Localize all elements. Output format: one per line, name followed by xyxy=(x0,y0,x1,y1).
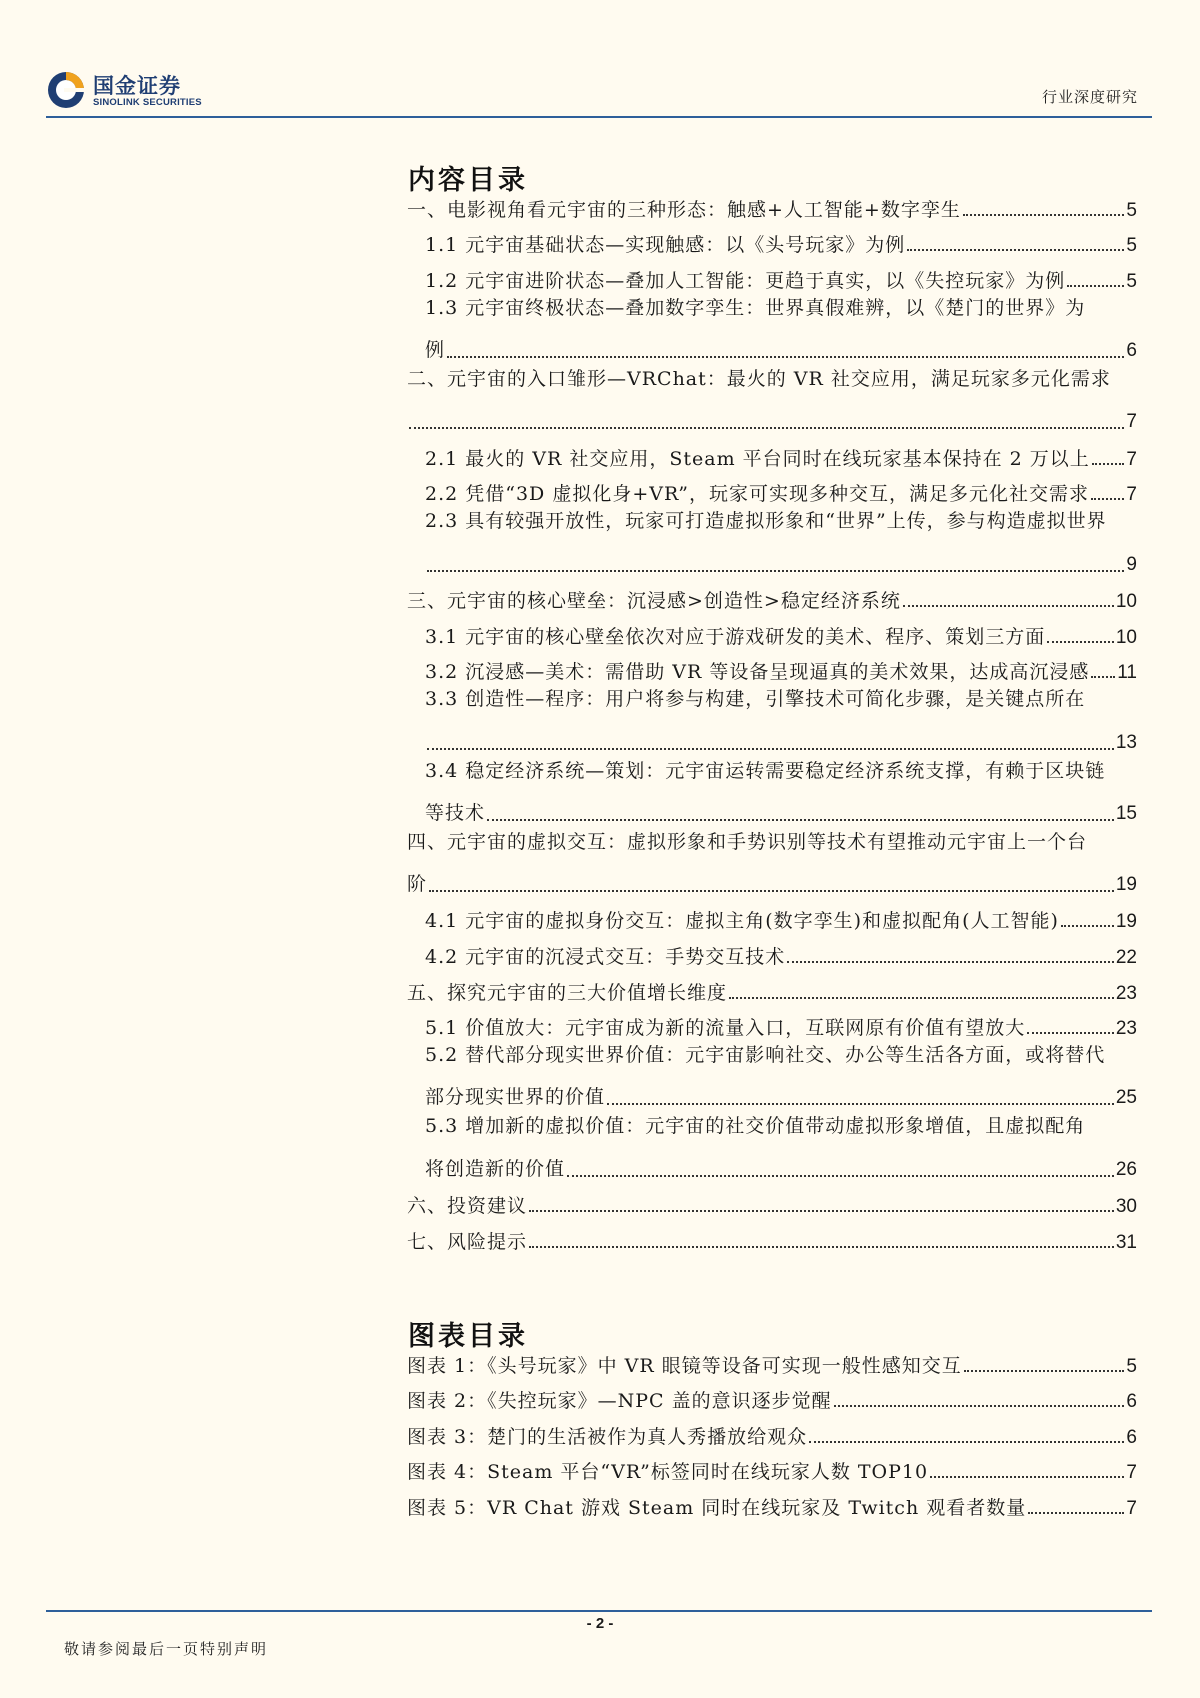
toc-entry[interactable]: 二、元宇宙的入口雏形—VRChat：最火的 VR 社交应用，满足玩家多元化需求 xyxy=(407,367,1111,390)
toc-entry[interactable]: 5.1 价值放大：元宇宙成为新的流量入口，互联网原有价值有望放大 23 xyxy=(425,1017,1137,1040)
toc-entry[interactable]: 1.1 元宇宙基础状态—实现触感：以《头号玩家》为例 5 xyxy=(425,234,1137,257)
toc-entry[interactable]: 5.2 替代部分现实世界价值：元宇宙影响社交、办公等生活各方面，或将替代 xyxy=(425,1044,1106,1067)
report-type: 行业深度研究 xyxy=(1041,88,1138,106)
toc-entry-continuation[interactable]: 阶 19 xyxy=(407,872,1137,895)
logo-chinese-name: 国金证券 xyxy=(93,74,181,98)
logo-english-name: SINOLINK SECURITIES xyxy=(93,97,202,108)
toc-entry[interactable]: 3.4 稳定经济系统—策划：元宇宙运转需要稳定经济系统支撑，有赖于区块链 xyxy=(425,759,1106,782)
toc-entry[interactable]: 2.1 最火的 VR 社交应用，Steam 平台同时在线玩家基本保持在 2 万以上 7 xyxy=(425,447,1137,470)
toc-entry[interactable]: 六、投资建议 30 xyxy=(407,1195,1137,1218)
figure-entry[interactable]: 图表 4：Steam 平台“VR”标签同时在线玩家人数 TOP10 7 xyxy=(407,1461,1137,1484)
toc-entry-continuation[interactable]: 部分现实世界的价值 25 xyxy=(425,1086,1137,1109)
disclaimer-note: 敬请参阅最后一页特别声明 xyxy=(64,1640,269,1658)
toc-entry[interactable]: 5.3 增加新的虚拟价值：元宇宙的社交价值带动虚拟形象增值，且虚拟配角 xyxy=(425,1115,1086,1138)
figure-list xyxy=(407,1340,1137,1518)
figure-entry[interactable]: 图表 3：楚门的生活被作为真人秀播放给观众 6 xyxy=(407,1425,1137,1448)
toc-entry[interactable]: 1.3 元宇宙终极状态—叠加数字孪生：世界真假难辨，以《楚门的世界》为 xyxy=(425,296,1086,319)
toc-entry-continuation[interactable]: 将创造新的价值 26 xyxy=(425,1157,1137,1180)
figure-list-title: 图表目录 xyxy=(408,1321,528,1352)
figure-entry[interactable]: 图表 5：VR Chat 游戏 Steam 同时在线玩家及 Twitch 观看者数量 7 xyxy=(407,1496,1137,1519)
page-header xyxy=(46,64,1152,116)
toc-entry-continuation[interactable]: 等技术 15 xyxy=(425,801,1137,824)
toc-entry[interactable]: 五、探究元宇宙的三大价值增长维度 23 xyxy=(407,981,1137,1004)
toc-entry-continuation[interactable]: 7 xyxy=(407,398,1137,434)
toc-entry[interactable]: 三、元宇宙的核心壁垒：沉浸感>创造性>稳定经济系统 10 xyxy=(407,590,1137,613)
page-number: - 2 - xyxy=(586,1615,614,1632)
toc-entry[interactable]: 4.1 元宇宙的虚拟身份交互：虚拟主角(数字孪生)和虚拟配角(人工智能) 19 xyxy=(425,910,1137,933)
sinolink-logo-icon xyxy=(46,70,86,110)
toc-entry-continuation[interactable]: 9 xyxy=(407,540,1137,576)
toc-title: 内容目录 xyxy=(408,165,528,196)
toc-entry-continuation[interactable]: 例 6 xyxy=(425,338,1137,361)
sinolink-logo xyxy=(46,68,221,110)
toc-entry[interactable]: 3.2 沉浸感—美术：需借助 VR 等设备呈现逼真的美术效果，达成高沉浸感 11 xyxy=(425,661,1137,684)
toc-entry[interactable]: 3.1 元宇宙的核心壁垒依次对应于游戏研发的美术、程序、策划三方面 10 xyxy=(425,625,1137,648)
toc-entry[interactable]: 3.3 创造性—程序：用户将参与构建，引擎技术可简化步骤，是关键点所在 xyxy=(425,688,1086,711)
table-of-contents xyxy=(407,184,1137,1252)
toc-entry[interactable]: 七、风险提示 31 xyxy=(407,1230,1137,1253)
toc-entry[interactable]: 四、元宇宙的虚拟交互：虚拟形象和手势识别等技术有望推动元宇宙上一个台 xyxy=(407,830,1088,853)
toc-entry-continuation[interactable]: 13 xyxy=(407,718,1137,754)
toc-entry[interactable]: 4.2 元宇宙的沉浸式交互：手势交互技术 22 xyxy=(425,946,1137,969)
toc-entry[interactable]: 2.3 具有较强开放性，玩家可打造虚拟形象和“世界”上传，参与构造虚拟世界 xyxy=(425,510,1107,533)
footer-divider xyxy=(46,1610,1152,1612)
toc-entry[interactable]: 1.2 元宇宙进阶状态—叠加人工智能：更趋于真实，以《失控玩家》为例 5 xyxy=(425,269,1137,292)
header-divider xyxy=(46,116,1152,118)
figure-entry[interactable]: 图表 1：《头号玩家》中 VR 眼镜等设备可实现一般性感知交互 5 xyxy=(407,1354,1137,1377)
toc-entry[interactable]: 2.2 凭借“3D 虚拟化身+VR”，玩家可实现多种交互，满足多元化社交需求 7 xyxy=(425,483,1137,506)
toc-entry[interactable]: 一、电影视角看元宇宙的三种形态：触感+人工智能+数字孪生 5 xyxy=(407,198,1137,221)
figure-entry[interactable]: 图表 2：《失控玩家》—NPC 盖的意识逐步觉醒 6 xyxy=(407,1390,1137,1413)
